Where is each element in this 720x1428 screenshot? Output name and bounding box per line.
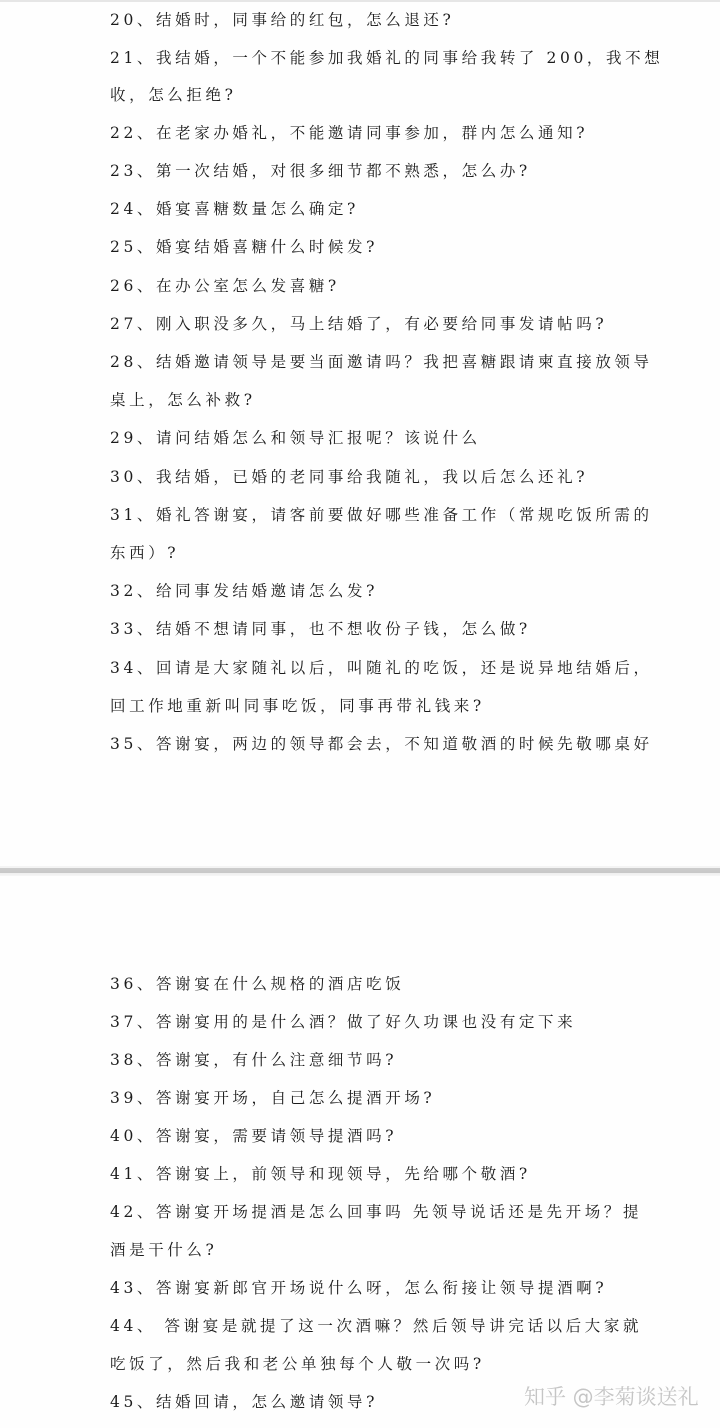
question-40: 40、答谢宴，需要请领导提酒吗? [110,1127,398,1145]
question-26: 26、在办公室怎么发喜糖? [110,277,340,295]
question-35: 35、答谢宴，两边的领导都会去，不知道敬酒的时候先敬哪桌好 [110,735,653,753]
question-34: 34、回请是大家随礼以后，叫随礼的吃饭，还是说异地结婚后， [110,659,653,677]
question-28: 28、结婚邀请领导是要当面邀请吗？我把喜糖跟请柬直接放领导 [110,353,653,371]
question-31: 31、婚礼答谢宴，请客前要做好哪些准备工作（常规吃饭所需的 [110,506,653,524]
question-36: 36、答谢宴在什么规格的酒店吃饭 [110,975,405,993]
question-24: 24、婚宴喜糖数量怎么确定? [110,200,359,218]
question-22: 22、在老家办婚礼，不能邀请同事参加，群内怎么通知? [110,124,589,142]
question-31-cont: 东西）? [110,544,180,562]
question-21-cont: 收，怎么拒绝? [110,86,237,104]
page-separator [0,866,720,876]
document-page-2 [0,876,720,1428]
question-38: 38、答谢宴，有什么注意细节吗? [110,1051,398,1069]
question-27: 27、刚入职没多久，马上结婚了，有必要给同事发请帖吗? [110,315,608,333]
question-44: 44、 答谢宴是就提了这一次酒嘛？然后领导讲完话以后大家就 [110,1317,643,1335]
question-39: 39、答谢宴开场，自己怎么提酒开场? [110,1089,436,1107]
question-42-cont: 酒是干什么? [110,1241,218,1259]
question-44-cont: 吃饭了，然后我和老公单独每个人敬一次吗? [110,1355,485,1373]
question-45: 45、结婚回请，怎么邀请领导? [110,1393,379,1411]
question-28-cont: 桌上，怎么补救? [110,391,256,409]
question-34-cont: 回工作地重新叫同事吃饭，同事再带礼钱来? [110,697,485,715]
question-37: 37、答谢宴用的是什么酒？做了好久功课也没有定下来 [110,1013,577,1031]
question-20: 20、结婚时，同事给的红包，怎么退还? [110,11,455,29]
zhihu-watermark: 知乎 @李菊谈送礼 [524,1385,699,1409]
question-23: 23、第一次结婚，对很多细节都不熟悉，怎么办? [110,162,531,180]
question-25: 25、婚宴结婚喜糖什么时候发? [110,238,379,256]
question-21: 21、我结婚，一个不能参加我婚礼的同事给我转了 200，我不想 [110,49,664,67]
question-29: 29、请问结婚怎么和领导汇报呢？该说什么 [110,429,481,447]
question-41: 41、答谢宴上，前领导和现领导，先给哪个敬酒? [110,1165,531,1183]
question-30: 30、我结婚，已婚的老同事给我随礼，我以后怎么还礼? [110,468,589,486]
question-32: 32、给同事发结婚邀请怎么发? [110,582,379,600]
question-43: 43、答谢宴新郎官开场说什么呀，怎么衔接让领导提酒啊? [110,1279,608,1297]
question-33: 33、结婚不想请同事，也不想收份子钱，怎么做? [110,620,531,638]
question-42: 42、答谢宴开场提酒是怎么回事吗 先领导说话还是先开场？提 [110,1203,643,1221]
document-page-1 [0,2,720,866]
